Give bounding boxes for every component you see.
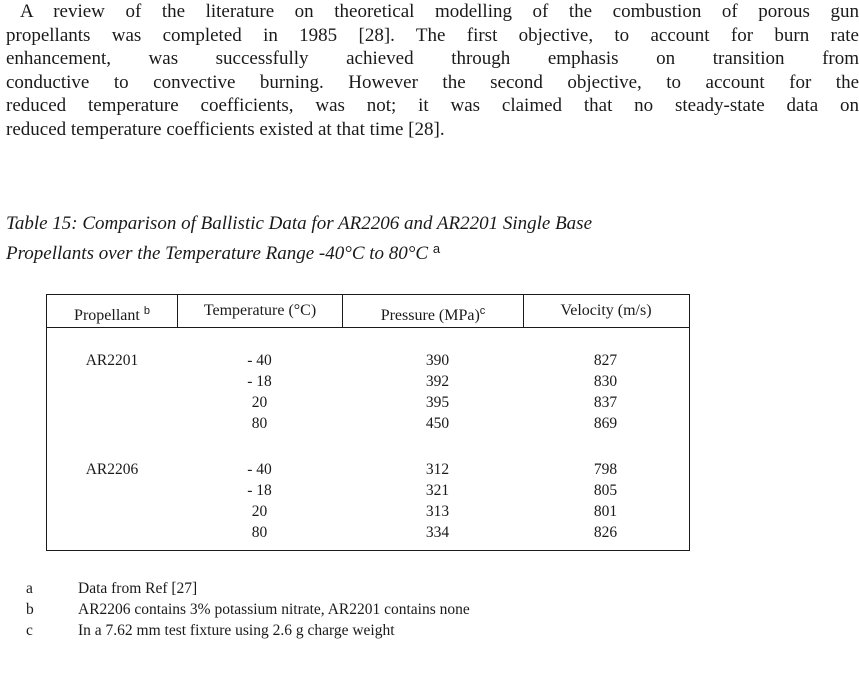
table-caption-line-2 <box>6 236 826 266</box>
table-caption-line-2-text: Propellants over the Temperature Range -40°C to 80°C <box>6 243 429 264</box>
header-propellant-label: Propellant <box>74 307 140 324</box>
table-cell: 321 <box>425 482 450 499</box>
table-cell: 830 <box>593 373 618 390</box>
pressure-column <box>347 350 528 434</box>
header-pressure-mark: c <box>479 305 486 317</box>
table-caption <box>6 211 826 266</box>
paragraph-line: enhancement, was successfully achieved through emphasis on transition from <box>6 48 859 69</box>
table-cell: 826 <box>593 524 618 541</box>
table-cell: 450 <box>425 415 450 432</box>
table-cell: 20 <box>251 503 268 520</box>
table-cell: 390 <box>425 352 450 369</box>
footnote-mark: a <box>26 580 33 597</box>
table-cell: 798 <box>593 461 618 478</box>
header-pressure <box>342 295 523 327</box>
temperature-column <box>177 459 342 543</box>
table-cell: 395 <box>425 394 450 411</box>
paragraph-line: conductive to convective burning. However the second objective, to account for the <box>6 71 859 93</box>
table-cell: - 18 <box>247 482 272 499</box>
temperature-column <box>177 350 342 434</box>
footnote-text: Data from Ref [27] <box>78 580 198 597</box>
body-paragraph <box>6 0 859 141</box>
table-cell: 313 <box>425 503 450 520</box>
header-propellant-mark: b <box>143 305 150 317</box>
table-cell: - 18 <box>247 373 272 390</box>
footnote-text: In a 7.62 mm test fixture using 2.6 g charge weight <box>78 622 395 639</box>
table-cell: 80 <box>251 415 268 432</box>
table-cell: 80 <box>251 524 268 541</box>
paragraph-line: A review of the literature on theoretical modelling of the combustion of porous gun <box>20 1 859 22</box>
paragraph-line: propellants was completed in 1985 [28]. The first objective, to account for burn rate <box>6 24 859 46</box>
table-cell: 20 <box>251 394 268 411</box>
header-propellant <box>47 295 177 327</box>
table-caption-line-1: Table 15: Comparison of Ballistic Data for AR2206 and AR2201 Single Base <box>6 213 593 234</box>
table-cell: 334 <box>425 524 450 541</box>
propellant-name: AR2206 <box>85 461 139 478</box>
velocity-column <box>523 350 688 434</box>
table-cell: 869 <box>593 415 618 432</box>
paragraph-line: reduced temperature coefficients existed at that time [28]. <box>6 118 445 140</box>
paragraph-line: reduced temperature coefficients, was not; it was claimed that no steady-state data on <box>6 95 859 116</box>
velocity-column <box>523 459 688 543</box>
caption-footnote-mark: a <box>432 241 441 256</box>
table-header-row <box>47 295 689 328</box>
ballistic-data-table <box>46 294 690 551</box>
footnote-mark: b <box>26 601 34 618</box>
table-cell: 837 <box>593 394 618 411</box>
table-cell: 801 <box>593 503 618 520</box>
header-pressure-label: Pressure (MPa) <box>380 307 480 324</box>
table-cell: 312 <box>425 461 450 478</box>
header-temperature: Temperature (°C) <box>177 295 342 327</box>
table-cell: - 40 <box>247 352 272 369</box>
table-cell: - 40 <box>247 461 272 478</box>
table-cell: 392 <box>425 373 450 390</box>
header-velocity: Velocity (m/s) <box>523 295 688 327</box>
propellant-name: AR2201 <box>85 352 139 369</box>
footnote-text: AR2206 contains 3% potassium nitrate, AR2201 contains none <box>78 601 470 618</box>
table-cell: 827 <box>593 352 618 369</box>
footnote-mark: c <box>26 622 33 639</box>
table-cell: 805 <box>593 482 618 499</box>
pressure-column <box>347 459 528 543</box>
